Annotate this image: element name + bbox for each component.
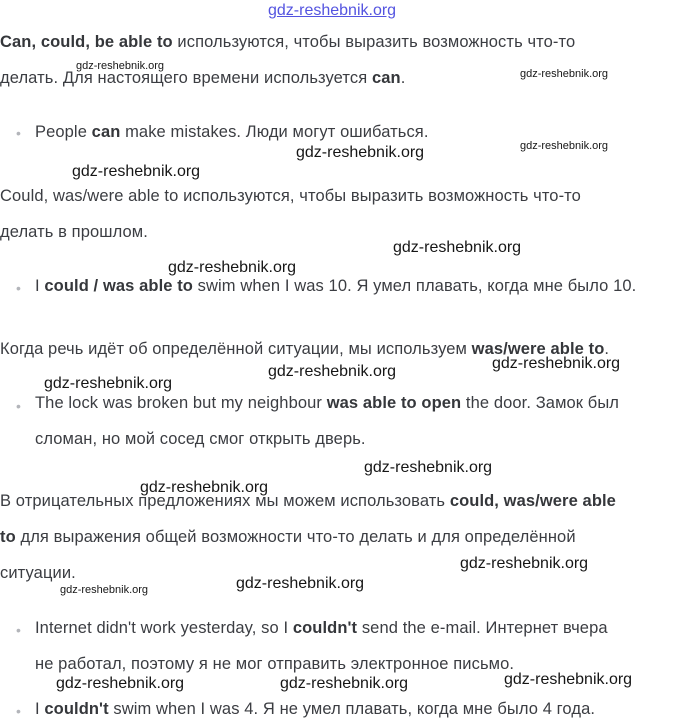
- watermark: gdz-reshebnik.org: [72, 163, 201, 180]
- watermark: gdz-reshebnik.org: [504, 671, 633, 688]
- watermark: gdz-reshebnik.org: [393, 239, 522, 256]
- bold-term: can: [371, 69, 401, 87]
- bold-term: Can, could, be able to: [0, 33, 173, 51]
- watermark: gdz-reshebnik.org: [520, 68, 609, 80]
- watermark: gdz-reshebnik.org: [60, 584, 149, 596]
- paragraph-2-line-1: Could, was/were able to используются, чтобы выразить возможность что-то: [0, 187, 581, 205]
- bold-term: could, was/were able: [449, 492, 616, 510]
- site-header-link[interactable]: gdz-reshebnik.org: [268, 2, 397, 19]
- bold-term: was/were able to: [471, 340, 605, 358]
- watermark: gdz-reshebnik.org: [44, 375, 173, 392]
- paragraph-4-line-3: ситуации.: [0, 564, 76, 582]
- bold-term: to: [0, 528, 16, 546]
- bullet-icon: •: [16, 280, 21, 296]
- example-3-line-2: сломан, но мой сосед смог открыть дверь.: [35, 430, 366, 448]
- watermark: gdz-reshebnik.org: [296, 144, 425, 161]
- watermark: gdz-reshebnik.org: [492, 355, 621, 372]
- paragraph-4-line-2: to для выражения общей возможности что-то делать и для определённой: [0, 528, 576, 546]
- watermark: gdz-reshebnik.org: [168, 259, 297, 276]
- bullet-icon: •: [16, 703, 21, 719]
- watermark: gdz-reshebnik.org: [236, 575, 365, 592]
- bold-term: couldn't: [292, 619, 358, 637]
- example-5: I couldn't swim when I was 4. Я не умел плавать, когда мне было 4 года.: [35, 700, 596, 718]
- watermark: gdz-reshebnik.org: [364, 459, 493, 476]
- bold-term: can: [91, 123, 121, 141]
- watermark: gdz-reshebnik.org: [520, 140, 609, 152]
- example-4-line-1: Internet didn't work yesterday, so I couldn't send the e-mail. Интернет вчера: [35, 619, 608, 637]
- watermark: gdz-reshebnik.org: [140, 479, 269, 496]
- paragraph-2-line-2: делать в прошлом.: [0, 223, 148, 241]
- bullet-icon: •: [16, 398, 21, 414]
- bold-term: couldn't: [44, 700, 109, 718]
- bullet-icon: •: [16, 622, 21, 638]
- example-4-line-2: не работал, поэтому я не мог отправить электронное письмо.: [35, 655, 515, 673]
- example-2: I could / was able to swim when I was 10. Я умел плавать, когда мне было 10.: [35, 277, 637, 295]
- watermark: gdz-reshebnik.org: [460, 555, 589, 572]
- paragraph-1-line-1: Can, could, be able to используются, чтобы выразить возможность что-то: [0, 33, 576, 51]
- example-3-line-1: The lock was broken but my neighbour was able to open the door. Замок был: [35, 394, 620, 412]
- paragraph-1-line-2: делать. Для настоящего времени используется can.: [0, 69, 406, 87]
- watermark: gdz-reshebnik.org: [76, 60, 165, 72]
- example-1: People can make mistakes. Люди могут ошибаться.: [35, 123, 429, 141]
- watermark: gdz-reshebnik.org: [280, 675, 409, 692]
- watermark: gdz-reshebnik.org: [268, 363, 397, 380]
- paragraph-4-line-1: В отрицательных предложениях мы можем использовать could, was/were able: [0, 492, 616, 510]
- paragraph-3: Когда речь идёт об определённой ситуации, мы используем was/were able to.: [0, 340, 610, 358]
- bold-term: was able to open: [326, 394, 462, 412]
- bullet-icon: •: [16, 125, 21, 141]
- watermark: gdz-reshebnik.org: [56, 675, 185, 692]
